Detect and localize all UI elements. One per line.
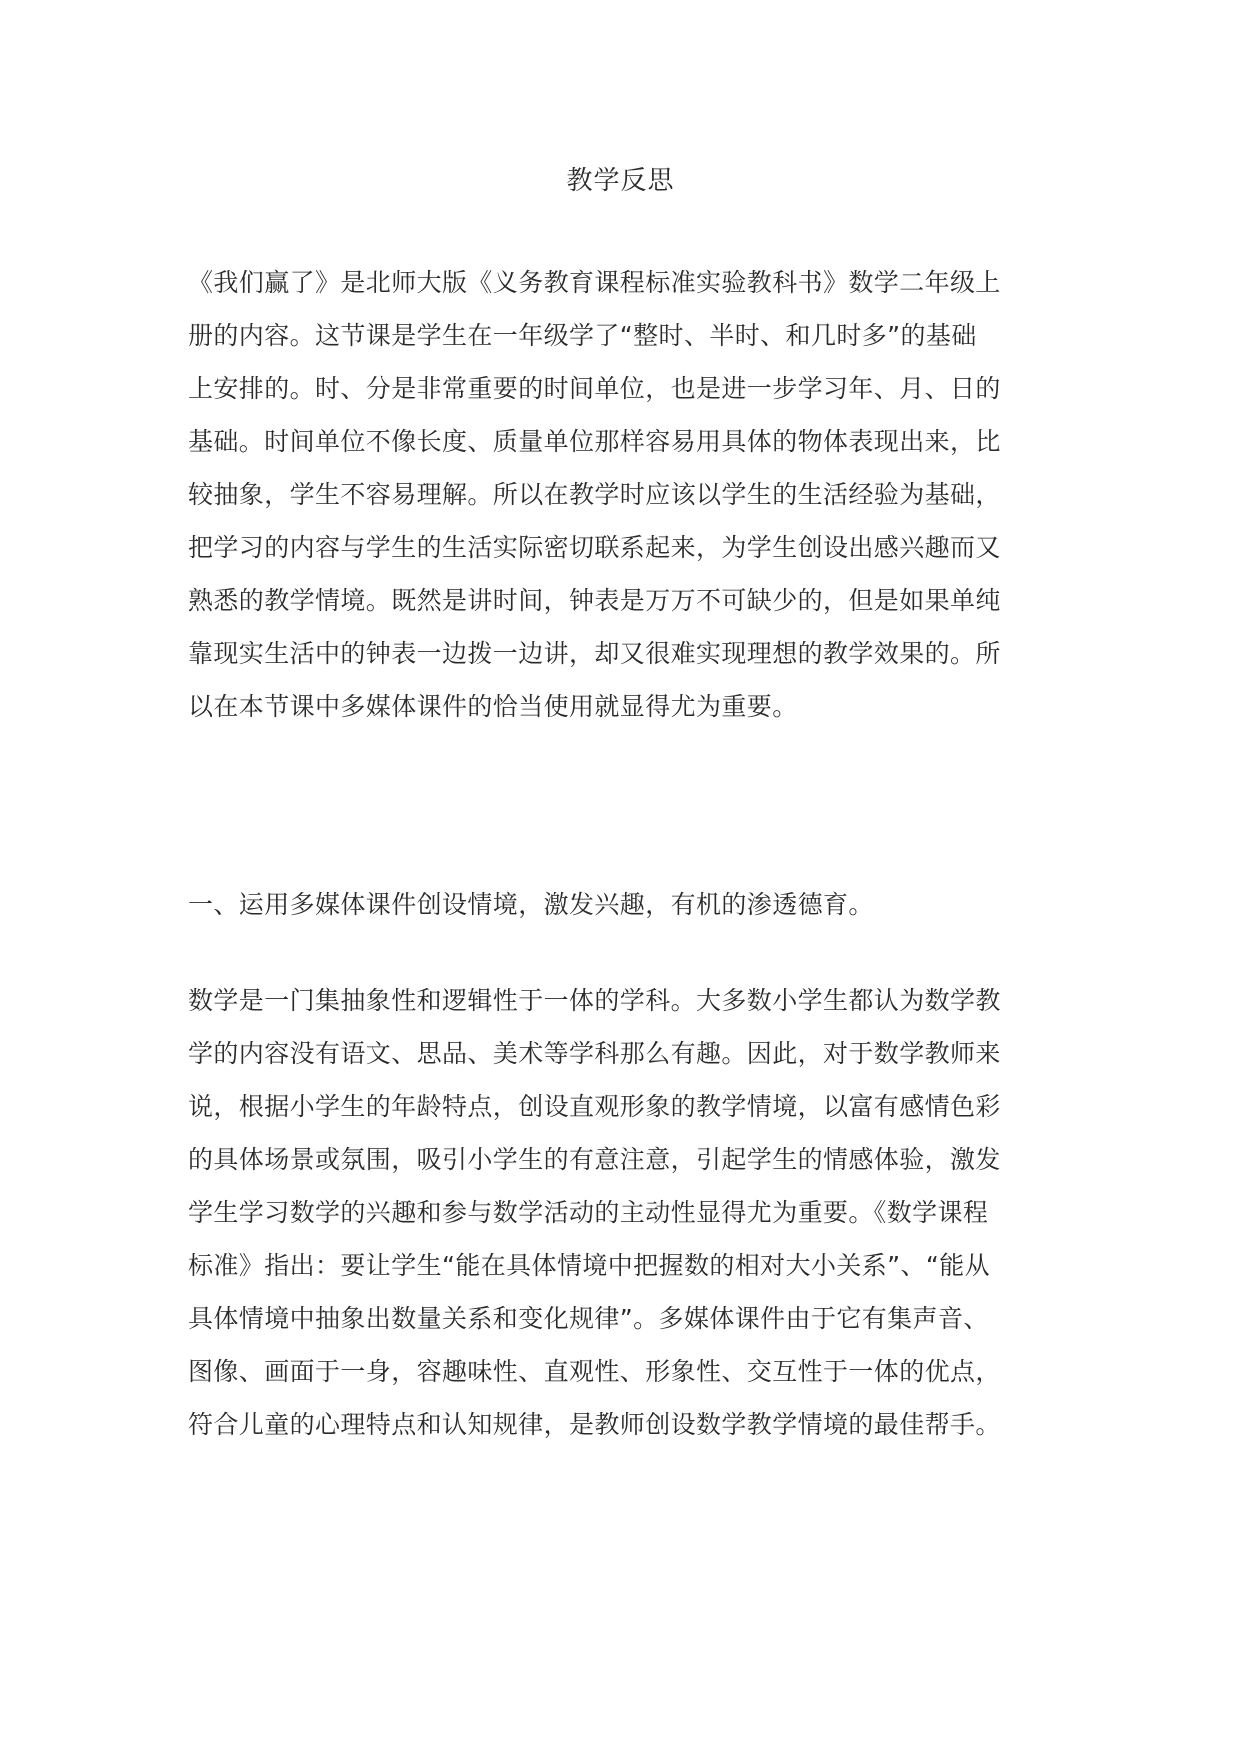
paragraph-body — [188, 974, 1060, 1451]
text-line: 上安排的。时、分是非常重要的时间单位，也是进一步学习年、月、日的 — [188, 374, 1001, 403]
text-line: 学生学习数学的兴趣和参与数学活动的主动性显得尤为重要。《数学课程 — [188, 1198, 989, 1227]
text-line: 符合儿童的心理特点和认知规律，是教师创设数学教学情境的最佳帮手。 — [188, 1410, 1001, 1439]
text-line: 学的内容没有语文、思品、美术等学科那么有趣。因此，对于数学教师来 — [188, 1039, 1001, 1068]
text-line: 熟悉的教学情境。既然是讲时间，钟表是万万不可缺少的，但是如果单纯 — [188, 586, 1001, 615]
text-line: 标准》指出：要让学生“能在具体情境中把握数的相对大小关系”、“能从 — [188, 1251, 991, 1280]
text-line: 以在本节课中多媒体课件的恰当使用就显得尤为重要。 — [188, 692, 798, 721]
text-line: 的具体场景或氛围，吸引小学生的有意注意，引起学生的情感体验，激发 — [188, 1145, 1001, 1174]
text-line: 图像、画面于一身，容趣味性、直观性、形象性、交互性于一体的优点， — [188, 1357, 1001, 1386]
section-heading-text: 一、运用多媒体课件创设情境，激发兴趣，有机的渗透德育。 — [188, 890, 874, 919]
text-line: 册的内容。这节课是学生在一年级学了“整时、半时、和几时多”的基础 — [188, 321, 977, 350]
page-title: 教学反思 — [566, 166, 675, 196]
text-line: 基础。时间单位不像长度、质量单位那样容易用具体的物体表现出来，比 — [188, 427, 1001, 456]
section-heading — [188, 878, 1060, 931]
text-line: 较抽象，学生不容易理解。所以在教学时应该以学生的生活经验为基础， — [188, 480, 1001, 509]
text-line: 靠现实生活中的钟表一边拨一边讲，却又很难实现理想的教学效果的。所 — [188, 639, 1001, 668]
text-line: 说，根据小学生的年龄特点，创设直观形象的教学情境，以富有感情色彩 — [188, 1092, 1001, 1121]
text-line: 把学习的内容与学生的生活实际密切联系起来，为学生创设出感兴趣而又 — [188, 533, 1001, 562]
paragraph-intro — [188, 256, 1060, 733]
text-line: 《我们赢了》是北师大版《义务教育课程标准实验教科书》数学二年级上 — [188, 268, 1001, 297]
text-line: 数学是一门集抽象性和逻辑性于一体的学科。大多数小学生都认为数学教 — [188, 986, 1001, 1015]
text-line: 具体情境中抽象出数量关系和变化规律”。多媒体课件由于它有集声音、 — [188, 1304, 989, 1333]
